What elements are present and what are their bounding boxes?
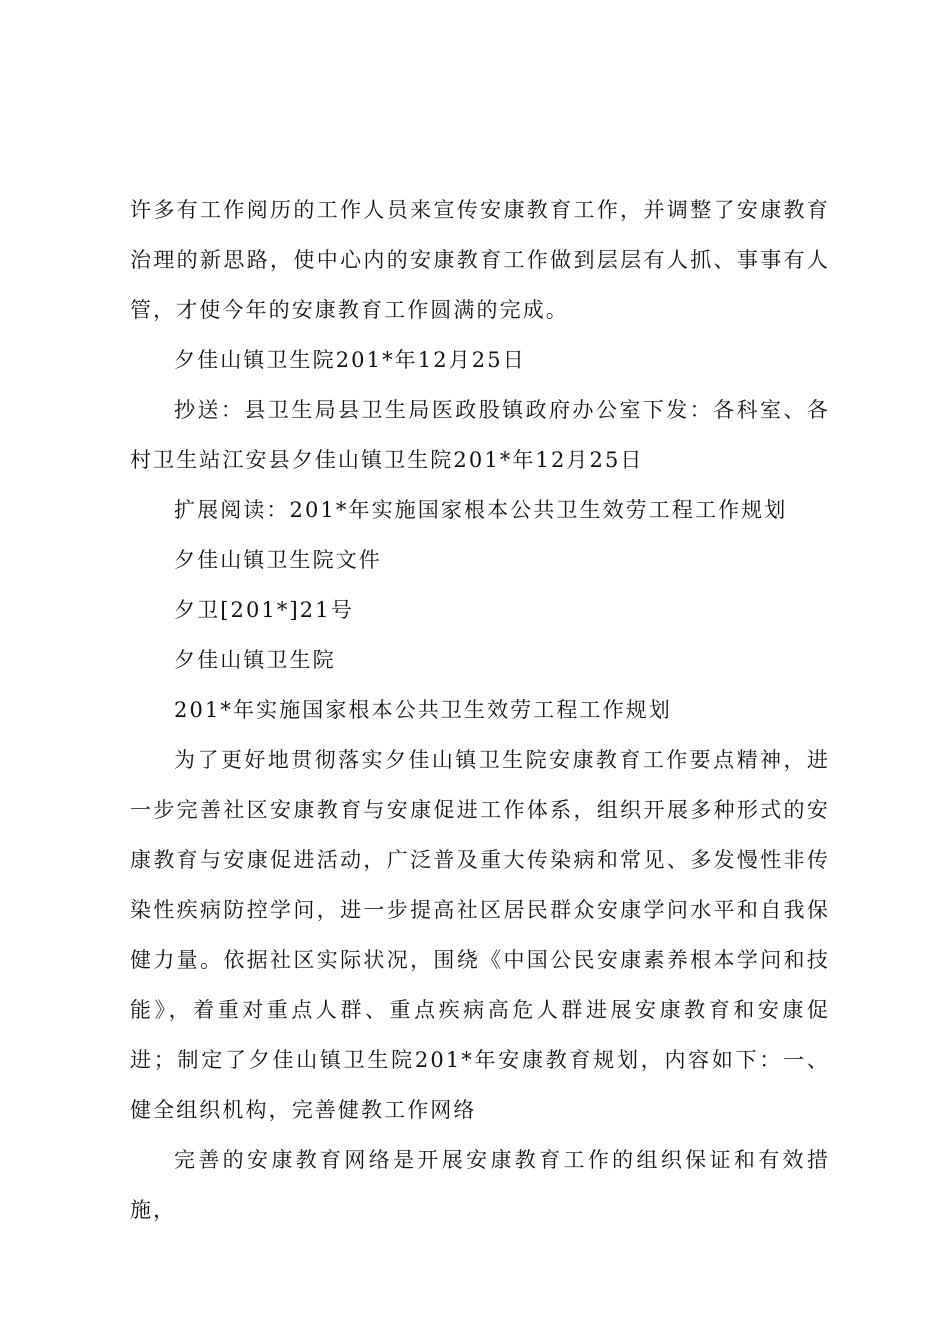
paragraph-document-header: 夕佳山镇卫生院文件 (174, 548, 382, 572)
paragraph-signature-date: 夕佳山镇卫生院201*年12月25日 (174, 348, 526, 372)
paragraph-document-number: 夕卫[201*]21号 (174, 598, 354, 622)
paragraph-continuation: 许多有工作阅历的工作人员来宣传安康教育工作，并调整了安康教育治理的新思路，使中心内的安康教育工作做到层层有人抓、事事有人管，才使今年的安康教育工作圆满的完成。 (130, 198, 830, 322)
paragraph-plan-intro: 为了更好地贯彻落实夕佳山镇卫生院安康教育工作要点精神，进一步完善社区安康教育与安康促进工作体系，组织开展多种形式的安康教育与安康促进活动，广泛普及重大传染病和常见、多发慢性非传染性疾病防控学问，进一步提高社区居民群众安康学问水平和自我保健力量。依据社区实际状况，围绕《中国公民安康素养根本学问和技能》，着重对重点人群、重点疾病高危人群进展安康教育和安康促进；制定了夕佳山镇卫生院201*年安康教育规划，内容如下：一、健全组织机构，完善健教工作网络 (130, 748, 830, 1122)
paragraph-plan-title: 201*年实施国家根本公共卫生效劳工程工作规划 (174, 698, 672, 722)
paragraph-distribution: 抄送：县卫生局县卫生局医政股镇政府办公室下发：各科室、各村卫生站江安县夕佳山镇卫生院201*年12月25日 (130, 398, 830, 472)
document-body (130, 185, 830, 1235)
paragraph-issuer: 夕佳山镇卫生院 (174, 648, 336, 672)
paragraph-extended-reading: 扩展阅读：201*年实施国家根本公共卫生效劳工程工作规划 (174, 498, 788, 522)
paragraph-network-section: 完善的安康教育网络是开展安康教育工作的组织保证和有效措施， (130, 1148, 830, 1222)
